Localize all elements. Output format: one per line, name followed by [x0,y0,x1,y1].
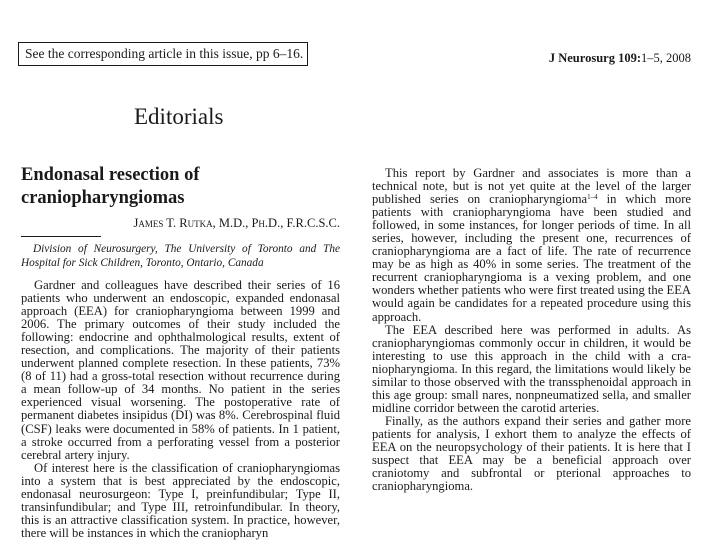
citation-volume: 109: [618,51,641,65]
author-affiliation: Division of Neurosurgery, The University of Toronto and The Hospital for Sick Children, Toronto, Ontario, Canada [21,243,340,269]
article-title: Endonasal resection of craniopharyngiomas [21,165,200,208]
right-column-body [372,167,691,552]
paragraph-text: This report by Gardner and associates is more than a technical note, but is not yet quite at the level of the larger published series on craniopharyngioma [372,167,691,207]
citation-journal: J Neurosurg [548,51,615,65]
author-byline [21,215,340,231]
section-title: Editorials [134,104,224,129]
body-paragraph [372,167,691,324]
citation-pages: 1–5, 2008 [641,51,691,65]
body-paragraph: The EEA described here was performed in adults. As craniopharyngiomas commonly occur in children, it would be interesting to use this approach in the child with a craniopharyngioma. In this regard, the limitations would likely be similar to those observed with the transsphenoidal approach in this age group: small nares, nonpneumatized sella, and smaller midline corridor between the carotid arteries. [372,322,691,415]
author-name: James T. Rutka, M.D., Ph.D., F.R.C.S.C. [133,216,340,230]
journal-citation [549,51,691,66]
body-paragraph: Of interest here is the classification of craniopharyngiomas into a system that is best appreciated by the endoscopic, endonasal neurosurgeon: Type I, preinfundibular; Type II, transinfundibular; and Type III, retroinfundibular. In theory, this is an attractive classification system. In practice, however, there will be instances in which the craniopharyn [21,460,340,540]
reference-superscript: 1–4 [587,193,598,202]
body-paragraph: Gardner and colleagues have described their series of 16 patients who underwent an endoscopic, expanded endonasal approach (EEA) for craniopharyngioma between 1999 and 2006. The primary outcomes of their study included the following: endocrine and ophthalmological results, extent of resection, and complications. The majority of their patients underwent planned complete resection. In these patients, 73% (8 of 11) had a gross-total resection without recurrence during a mean follow-up of 34 months. No patient in the series experienced visual worsening. The postoperative rate of permanent diabetes insipidus (DI) was 8%. Cerebrospinal fluid (CSF) leaks were documented in 58% of patients. In 1 patient, a stroke occurred from a perforating vessel from a posterior cerebral artery injury. [21,279,340,462]
corresponding-article-note: See the corresponding article in this issue, pp 6–16. [18,42,308,66]
paragraph-text: in which more patients with craniopharyngioma have been studied and followed, in some instances, for longer periods of time. In all series, however, including the present one, recurrences of craniopharyngioma are a fact of life. The rate of recurrence may be as high as 40% in some series. The treatment of the recurrent craniopharyngioma is a vexing problem, and one wonders whether patients who were first treated using the EEA would again be candidates for a repeated procedure using this approach. [372,192,691,324]
left-column-body [21,279,340,552]
affiliation-rule [21,236,101,237]
body-paragraph: Finally, as the authors expand their series and gather more patients for analysis, I exhort them to analyze the effects of EEA on the neuropsychology of their patients. It is here that I suspect that EEA may be a beneficial approach over craniotomy and subfrontal or pterional approaches to craniopharyngioma. [372,413,691,494]
